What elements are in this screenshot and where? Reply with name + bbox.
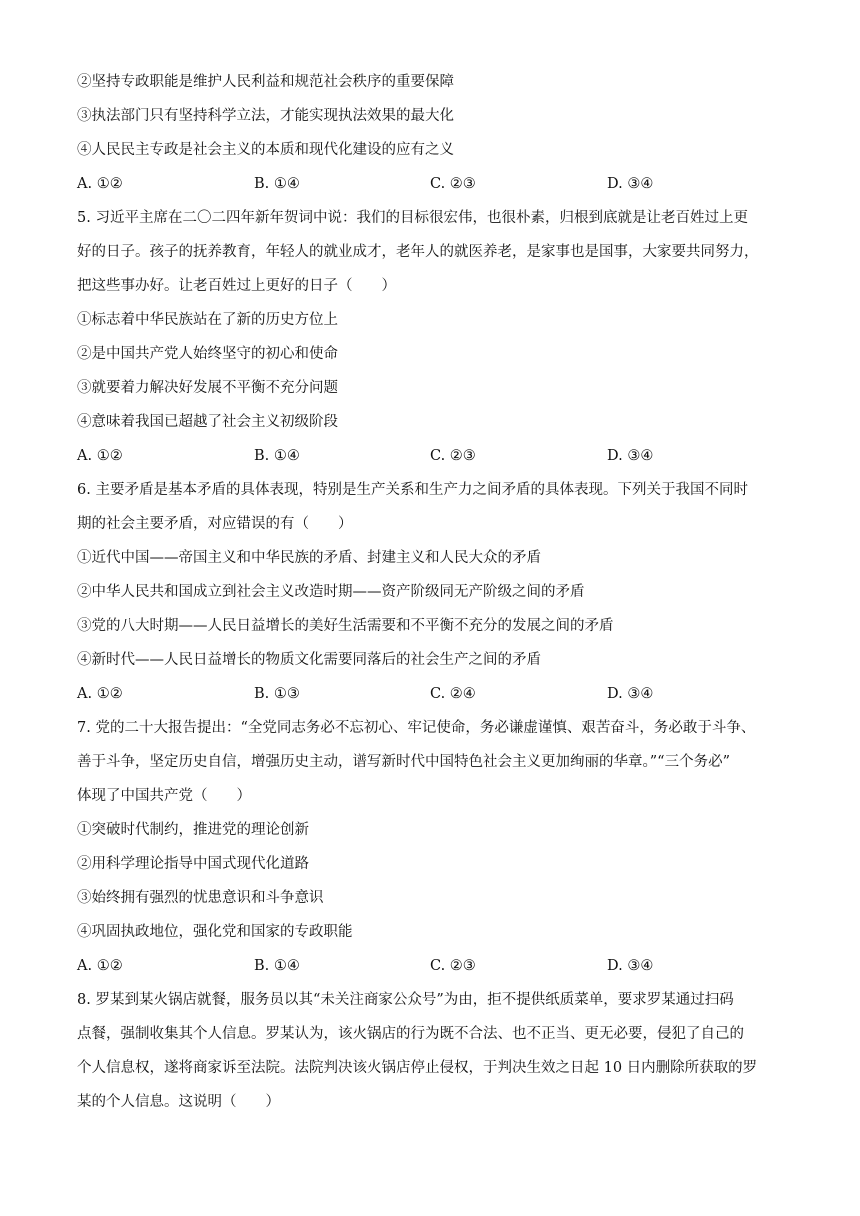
q7-option-b: B. ①④ bbox=[254, 958, 300, 974]
q6-option-d: D. ③④ bbox=[607, 686, 654, 702]
q6-item-3: ③党的八大时期——人民日益增长的美好生活需要和不平衡不充分的发展之间的矛盾 bbox=[77, 618, 614, 634]
q5-item-1: ①标志着中华民族站在了新的历史方位上 bbox=[77, 312, 338, 328]
q7-option-d: D. ③④ bbox=[607, 958, 654, 974]
q5-stem-line-3: 把这些事办好。让老百姓过上更好的日子（ ） bbox=[77, 278, 396, 294]
q7-option-a: A. ①② bbox=[77, 958, 123, 974]
q4-options bbox=[77, 174, 797, 194]
q5-options bbox=[77, 446, 797, 466]
q4-option-d: D. ③④ bbox=[607, 176, 654, 192]
q6-item-1: ①近代中国——帝国主义和中华民族的矛盾、封建主义和人民大众的矛盾 bbox=[77, 550, 541, 566]
q4-option-a: A. ①② bbox=[77, 176, 123, 192]
q7-item-4: ④巩固执政地位，强化党和国家的专政职能 bbox=[77, 924, 353, 940]
q7-stem-line-1: 7. 党的二十大报告提出：“全党同志务必不忘初心、牢记使命，务必谦虚谨慎、艰苦奋斗，务必敢于斗争、 bbox=[77, 720, 756, 736]
q5-item-2: ②是中国共产党人始终坚守的初心和使命 bbox=[77, 346, 338, 362]
q6-option-c: C. ②④ bbox=[430, 686, 476, 702]
q4-option-c: C. ②③ bbox=[430, 176, 476, 192]
q6-option-b: B. ①③ bbox=[254, 686, 300, 702]
q8-stem-line-4: 某的个人信息。这说明（ ） bbox=[77, 1094, 280, 1110]
q5-option-d: D. ③④ bbox=[607, 448, 654, 464]
q5-option-a: A. ①② bbox=[77, 448, 123, 464]
q7-stem-line-3: 体现了中国共产党（ ） bbox=[77, 788, 251, 804]
q5-option-b: B. ①④ bbox=[254, 448, 300, 464]
q7-item-3: ③始终拥有强烈的忧患意识和斗争意识 bbox=[77, 890, 324, 906]
q7-item-2: ②用科学理论指导中国式现代化道路 bbox=[77, 856, 309, 872]
q5-item-4: ④意味着我国已超越了社会主义初级阶段 bbox=[77, 414, 338, 430]
q6-item-2: ②中华人民共和国成立到社会主义改造时期——资产阶级同无产阶级之间的矛盾 bbox=[77, 584, 585, 600]
q5-stem-line-1: 5. 习近平主席在二〇二四年新年贺词中说：我们的目标很宏伟，也很朴素，归根到底就是让老百姓过上更 bbox=[77, 210, 748, 226]
q4-item-2: ②坚持专政职能是维护人民利益和规范社会秩序的重要保障 bbox=[77, 74, 454, 90]
q8-stem-line-2: 点餐，强制收集其个人信息。罗某认为，该火锅店的行为既不合法、也不正当、更无必要，侵犯了自己的 bbox=[77, 1026, 744, 1042]
q7-stem-line-2: 善于斗争，坚定历史自信，增强历史主动，谱写新时代中国特色社会主义更加绚丽的华章。”“三个务必” bbox=[77, 754, 730, 770]
q7-item-1: ①突破时代制约，推进党的理论创新 bbox=[77, 822, 309, 838]
q8-stem-line-3: 个人信息权，遂将商家诉至法院。法院判决该火锅店停止侵权，于判决生效之日起 10 日内删除所获取的罗 bbox=[77, 1060, 758, 1076]
q4-item-3: ③执法部门只有坚持科学立法，才能实现执法效果的最大化 bbox=[77, 108, 454, 124]
q6-stem-line-1: 6. 主要矛盾是基本矛盾的具体表现，特别是生产关系和生产力之间矛盾的具体表现。下列关于我国不同时 bbox=[77, 482, 748, 498]
q5-stem-line-2: 好的日子。孩子的抚养教育，年轻人的就业成才，老年人的就医养老，是家事也是国事，大家要共同努力， bbox=[77, 244, 759, 260]
q7-options bbox=[77, 956, 797, 976]
q8-stem-line-1: 8. 罗某到某火锅店就餐，服务员以其“未关注商家公众号”为由，拒不提供纸质菜单，要求罗某通过扫码 bbox=[77, 992, 734, 1008]
q5-option-c: C. ②③ bbox=[430, 448, 476, 464]
q6-item-4: ④新时代——人民日益增长的物质文化需要同落后的社会生产之间的矛盾 bbox=[77, 652, 541, 668]
q4-option-b: B. ①④ bbox=[254, 176, 300, 192]
q7-option-c: C. ②③ bbox=[430, 958, 476, 974]
q4-item-4: ④人民民主专政是社会主义的本质和现代化建设的应有之义 bbox=[77, 142, 454, 158]
q6-stem-line-2: 期的社会主要矛盾，对应错误的有（ ） bbox=[77, 516, 353, 532]
q6-option-a: A. ①② bbox=[77, 686, 123, 702]
q5-item-3: ③就要着力解决好发展不平衡不充分问题 bbox=[77, 380, 338, 396]
q6-options bbox=[77, 684, 797, 704]
